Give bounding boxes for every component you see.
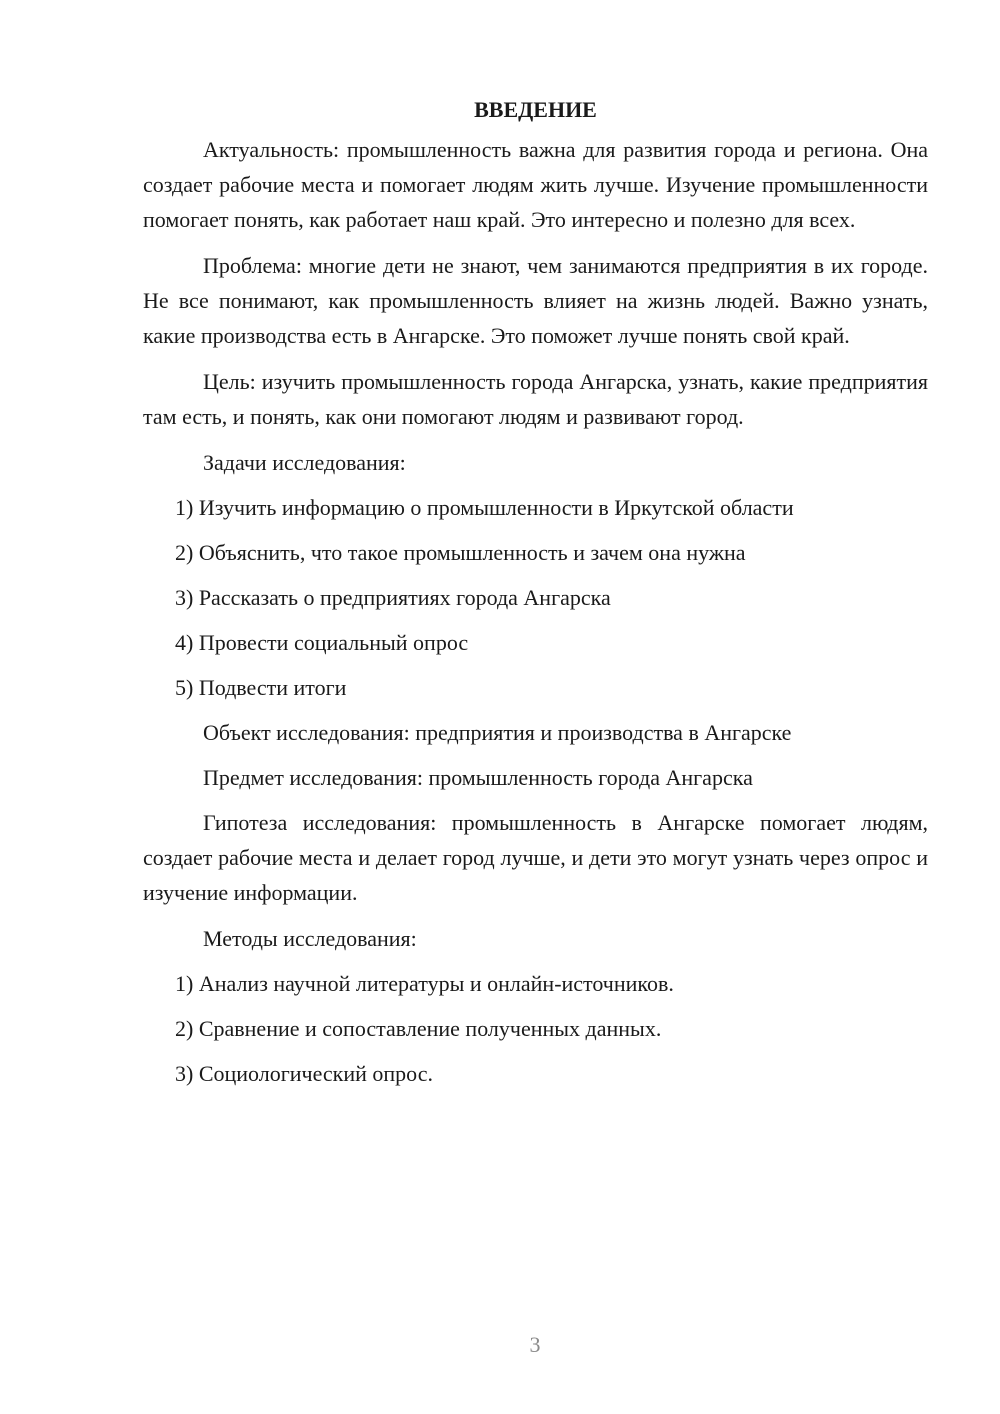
method-item-1: 1) Анализ научной литературы и онлайн-источников. — [175, 971, 674, 996]
problem-paragraph: Проблема: многие дети не знают, чем занимаются предприятия в их городе. Не все понимают, как промышленность влияет на жизнь людей. Важно узнать, какие производства есть в Ангарске. Это поможет лучше понять свой край. — [143, 253, 928, 348]
research-subject: Предмет исследования: промышленность города Ангарска — [203, 765, 753, 790]
hypothesis-paragraph: Гипотеза исследования: промышленность в Ангарске помогает людям, создает рабочие места и делает город лучше, и дети это могут узнать через опрос и изучение информации. — [143, 810, 928, 905]
page-number: 3 — [529, 1332, 541, 1357]
research-object: Объект исследования: предприятия и производства в Ангарске — [203, 720, 792, 745]
goal-paragraph: Цель: изучить промышленность города Ангарска, узнать, какие предприятия там есть, и понять, как они помогают людям и развивают город. — [143, 369, 928, 429]
section-heading: ВВЕДЕНИЕ — [474, 97, 597, 122]
task-item-3: 3) Рассказать о предприятиях города Ангарска — [175, 585, 611, 610]
task-item-4: 4) Провести социальный опрос — [175, 630, 469, 655]
task-item-5: 5) Подвести итоги — [175, 675, 347, 700]
method-item-2: 2) Сравнение и сопоставление полученных данных. — [175, 1016, 662, 1041]
document-page — [143, 92, 928, 1101]
task-item-1: 1) Изучить информацию о промышленности в Иркутской области — [175, 495, 794, 520]
task-item-2: 2) Объяснить, что такое промышленность и зачем она нужна — [175, 540, 746, 565]
tasks-title: Задачи исследования: — [203, 450, 406, 475]
relevance-paragraph: Актуальность: промышленность важна для развития города и региона. Она создает рабочие места и помогает людям жить лучше. Изучение промышленности помогает понять, как работает наш край. Это интересно и полезно для всех. — [143, 137, 928, 232]
methods-title: Методы исследования: — [203, 926, 417, 951]
method-item-3: 3) Социологический опрос. — [175, 1061, 433, 1086]
